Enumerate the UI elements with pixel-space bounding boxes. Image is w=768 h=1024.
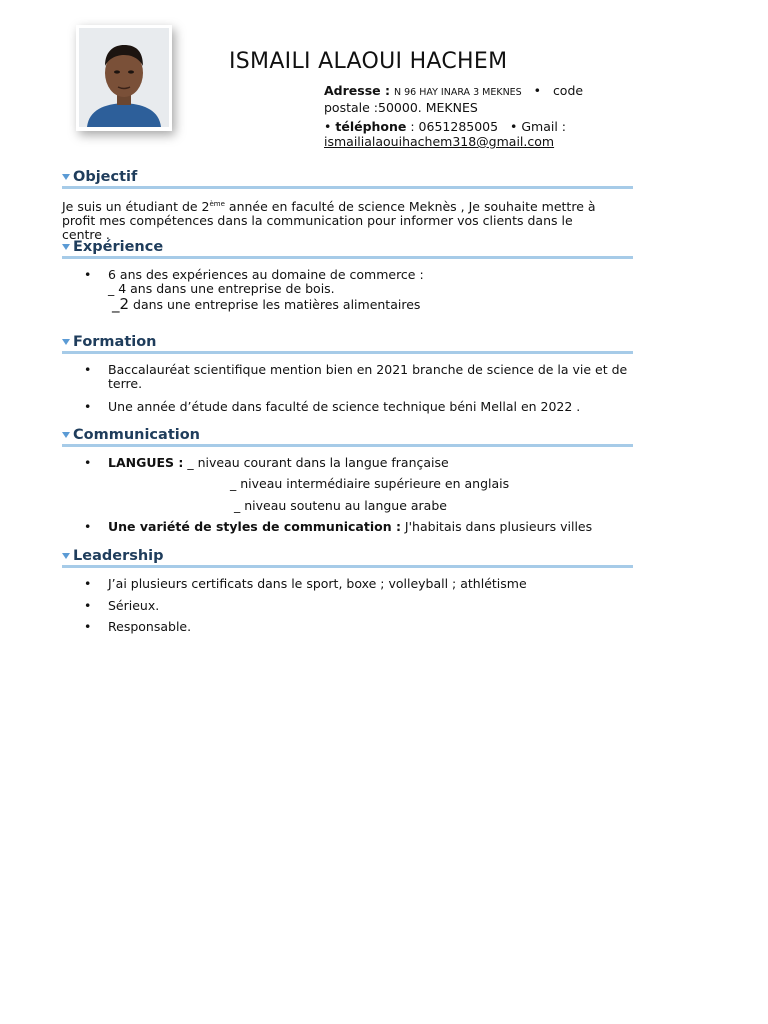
- section-title-label: Objectif: [73, 169, 138, 185]
- languages-french: _ niveau courant dans la langue française: [183, 455, 449, 470]
- objectif-text: [62, 197, 632, 242]
- phone-email-block: [324, 119, 624, 149]
- languages-item: [108, 456, 449, 470]
- bullet: •: [84, 619, 92, 634]
- languages-arabic: _ niveau soutenu au langue arabe: [234, 498, 447, 513]
- postal-label: code: [552, 83, 584, 98]
- bullet: •: [84, 399, 92, 414]
- section-title-objectif: [62, 169, 633, 189]
- section-title-label: Communication: [73, 427, 201, 443]
- experience-sub-item-text: dans une entreprise les matières alimentaires: [129, 297, 421, 312]
- experience-sub-item: _ 4 ans dans une entreprise de bois.: [108, 281, 335, 296]
- section-title-formation: [62, 334, 633, 354]
- leadership-item: Responsable.: [108, 619, 192, 634]
- phone-bullet: •: [324, 119, 332, 134]
- communication-styles-label: Une variété de styles de communication :: [108, 519, 401, 534]
- languages-english: _ niveau intermédiaire supérieure en anglais: [230, 476, 510, 491]
- full-name: ISMAILI ALAOUI HACHEM: [229, 49, 508, 74]
- experience-sub-item: [112, 297, 420, 312]
- triangle-down-icon: [62, 174, 70, 180]
- bullet: •: [84, 455, 92, 470]
- address-label: Adresse :: [324, 83, 390, 98]
- email-link[interactable]: ismailialaouihachem318@gmail.com: [324, 134, 555, 149]
- formation-item: Une année d’étude dans faculté de science technique béni Mellal en 2022 .: [108, 399, 581, 414]
- section-title-label: Leadership: [73, 548, 164, 564]
- profile-photo-frame: [76, 25, 172, 131]
- triangle-down-icon: [62, 553, 70, 559]
- address-block: [324, 83, 624, 115]
- languages-label: LANGUES :: [108, 455, 184, 470]
- objectif-line1-pre: Je suis un étudiant de 2: [62, 199, 210, 215]
- bullet: •: [84, 267, 92, 282]
- leadership-item: J’ai plusieurs certificats dans le sport, boxe ; volleyball ; athlétisme: [108, 576, 527, 591]
- communication-styles-value: J'habitais dans plusieurs villes: [400, 519, 593, 534]
- section-title-experience: [62, 239, 633, 259]
- section-title-label: Expérience: [73, 239, 164, 255]
- postal-line: postale :50000. MEKNES: [324, 100, 478, 115]
- phone-label: téléphone: [335, 119, 407, 134]
- communication-styles-item: [108, 520, 592, 534]
- phone-value: : 0651285005: [410, 119, 499, 134]
- section-title-communication: [62, 427, 633, 447]
- bullet: •: [84, 362, 92, 377]
- address-separator: •: [533, 83, 542, 98]
- formation-item: Baccalauréat scientifique mention bien en 2021 branche de science de la vie et de terre.: [108, 362, 628, 391]
- person-photo-icon: [79, 28, 169, 127]
- objectif-line2: profit mes compétences dans la communication pour informer vos clients dans le: [62, 213, 573, 229]
- gmail-label: • Gmail :: [510, 119, 567, 134]
- address-value: N 96 HAY INARA 3 MEKNES: [393, 87, 522, 98]
- objectif-line3: centre .: [62, 227, 110, 243]
- profile-photo: [79, 28, 169, 127]
- triangle-down-icon: [62, 244, 70, 250]
- bullet: •: [84, 519, 92, 534]
- bullet: •: [84, 576, 92, 591]
- objectif-line1-post: année en faculté de science Meknès , Je souhaite mettre à: [224, 199, 596, 215]
- experience-item: 6 ans des expériences au domaine de commerce :: [108, 267, 424, 282]
- section-title-label: Formation: [73, 334, 157, 350]
- experience-sub-item-prefix: _2: [112, 295, 130, 313]
- section-title-leadership: [62, 548, 633, 568]
- triangle-down-icon: [62, 339, 70, 345]
- objectif-superscript: ème: [209, 200, 225, 208]
- triangle-down-icon: [62, 432, 70, 438]
- bullet: •: [84, 598, 92, 613]
- leadership-item: Sérieux.: [108, 598, 160, 613]
